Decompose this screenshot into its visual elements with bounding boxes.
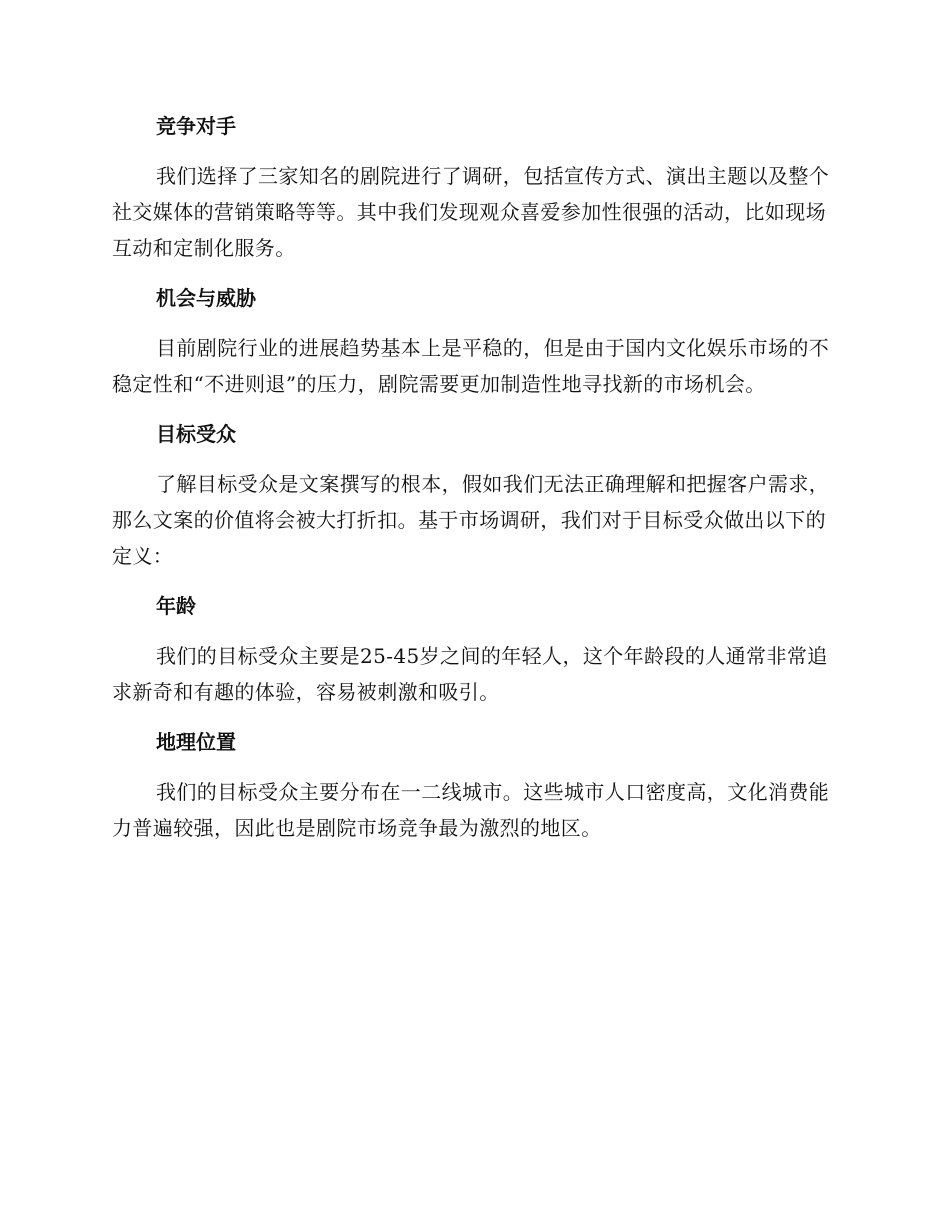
section-heading: 机会与威胁: [156, 286, 256, 310]
section-heading: 竞争对手: [156, 114, 236, 138]
section-paragraph: 目前剧院行业的进展趋势基本上是平稳的，但是由于国内文化娱乐市场的不稳定性和“不进则退”的压力，剧院需要更加制造性地寻找新的市场机会。: [112, 336, 830, 396]
document-content: [112, 108, 832, 860]
section-geography: [112, 724, 832, 846]
section-paragraph: 我们的目标受众主要是25-45岁之间的年轻人，这个年龄段的人通常非常追求新奇和有趣的体验，容易被刺激和吸引。: [112, 644, 828, 704]
section-competitors: [112, 108, 832, 266]
section-heading: 年龄: [156, 594, 196, 618]
section-heading: 地理位置: [156, 730, 236, 754]
section-age: [112, 588, 832, 710]
section-paragraph: 我们选择了三家知名的剧院进行了调研，包括宣传方式、演出主题以及整个社交媒体的营销策略等等。其中我们发现观众喜爱参加性很强的活动，比如现场互动和定制化服务。: [112, 164, 830, 260]
section-heading: 目标受众: [156, 422, 236, 446]
section-paragraph: 了解目标受众是文案撰写的根本，假如我们无法正确理解和把握客户需求，那么文案的价值将会被大打折扣。基于市场调研，我们对于目标受众做出以下的定义：: [112, 472, 830, 568]
section-paragraph: 我们的目标受众主要分布在一二线城市。这些城市人口密度高，文化消费能力普遍较强，因此也是剧院市场竞争最为激烈的地区。: [112, 780, 830, 840]
section-opportunities-threats: [112, 280, 832, 402]
section-target-audience: [112, 416, 832, 574]
